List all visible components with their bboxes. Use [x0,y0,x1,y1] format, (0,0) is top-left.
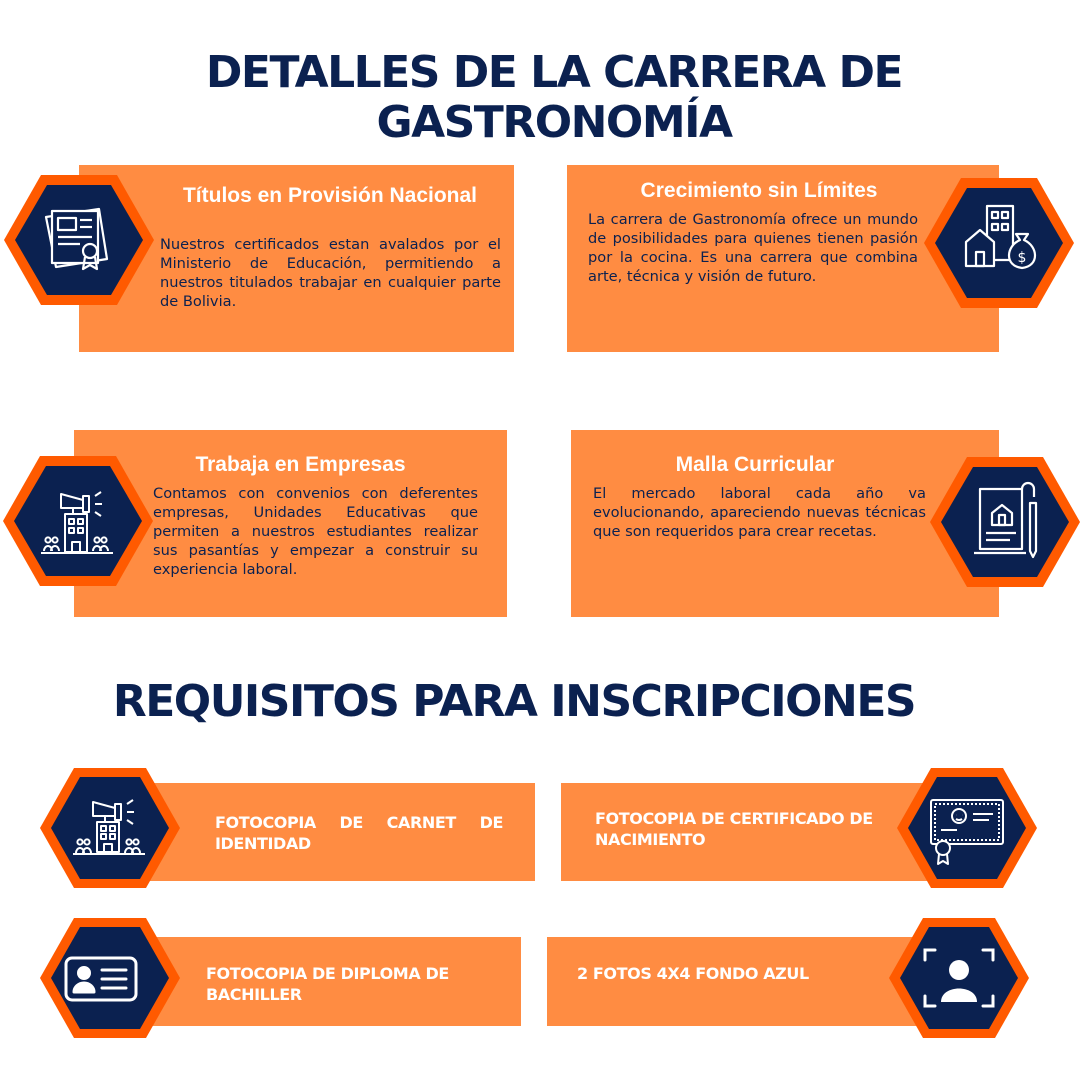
detail-card-title: Crecimiento sin Límites [640,179,878,202]
hex-badge [40,768,180,888]
requirement-text: FOTOCOPIA DE CERTIFICADO DE NACIMIENTO [595,809,873,849]
detail-card-text: Nuestros certificados estan avalados por el Ministerio de Educación, permitiendo a nuestros titulados trabajar en cualquier parte de Bolivia. [160,236,501,310]
detail-card-text: Contamos con convenios con deferentes empresas, Unidades Educativas que permiten a nuestros estudiantes realizar sus pasantías y empezar a construir su experiencia laboral. [153,485,478,578]
detail-card-text: El mercado laboral cada año va evolucionando, apareciendo nuevas técnicas que son requeridos para crear recetas. [593,485,926,540]
svg-text:$: $ [1017,250,1027,266]
hex-badge [889,918,1029,1038]
detail-card-title: Malla Curricular [675,453,835,476]
hex-badge [4,175,154,305]
certificate-icon [46,209,107,269]
hex-badge [3,456,153,586]
page-title-line-1: DETALLES DE LA CARRERA DE [205,47,903,98]
detail-card-title: Títulos en Provisión Nacional [182,184,478,207]
requirement-text: 2 FOTOS 4X4 FONDO AZUL [577,964,809,983]
detail-card-title: Trabaja en Empresas [195,453,406,476]
requirement-text: FOTOCOPIA DE DIPLOMA DE BACHILLER [206,964,449,1004]
hex-badge [924,178,1074,308]
requirement-text: FOTOCOPIA DE CARNET DE IDENTIDAD [215,813,503,853]
page-title-line-2: GASTRONOMÍA [376,97,732,148]
hex-badge [930,457,1080,587]
page-title [0,48,1080,148]
hex-badge [897,768,1037,888]
hex-badge [40,918,180,1038]
detail-card-text: La carrera de Gastronomía ofrece un mundo de posibilidades para quienes tienen pasión por la cocina. Es una carrera que combina arte, técnica y visión de futuro. [588,211,918,285]
requirements-title: REQUISITOS PARA INSCRIPCIONES [112,676,916,727]
